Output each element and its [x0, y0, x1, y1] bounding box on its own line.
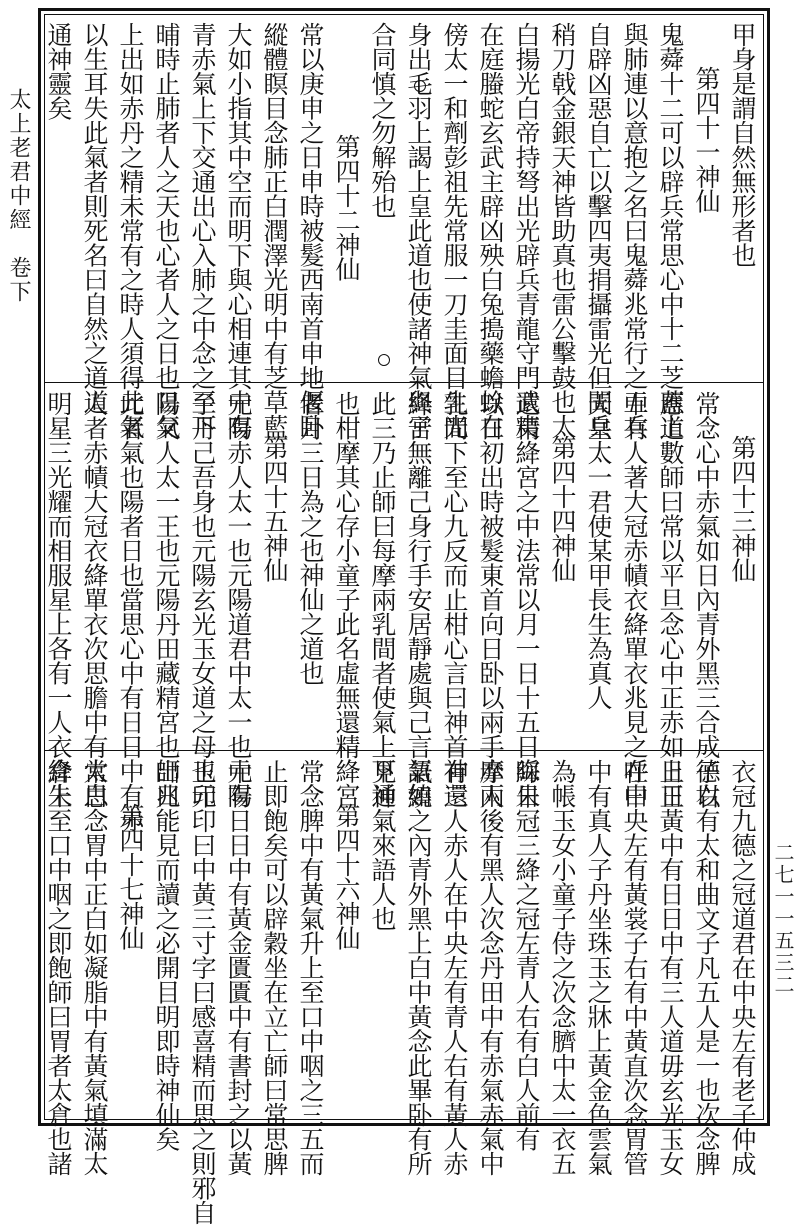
text-column: 在中央左有黃裳子右有中黃直次念胃管 [620, 759, 649, 1176]
text-column: 見神氣來語人也 [368, 759, 397, 931]
book-title-margin: 太上老君中經 卷下 [6, 88, 31, 304]
text-column: 人者赤幘大冠衣絳單衣次思膽中有太白 [80, 391, 109, 808]
text-column: 氣繞之內青外黑上白中黃念此畢卧有所 [404, 759, 433, 1176]
text-column: 玉印印曰中黃三寸字曰感喜精而思之則邪自 [188, 759, 217, 1225]
text-column: 也柑摩其心存小童子此名虛無還精絳宮 [332, 391, 361, 808]
circle-mark [414, 80, 426, 92]
section-heading: 第四十二神仙 [332, 134, 361, 281]
text-column: 與肺連以意抱之名曰鬼蕣兆常行之五兵 [620, 22, 649, 439]
text-column: 元陽赤人太一也元陽道君中太一也元陽 [224, 391, 253, 808]
text-column: 白揚光白帝持弩出光辟兵青龍守門武夷 [512, 22, 541, 439]
text-column: 應道數師曰常以平旦念心中正赤如日日 [656, 391, 685, 808]
text-column: 常以庚申之日申時被髮西南首申地偃卧 [296, 22, 325, 439]
text-column: 自辟凶惡自亡以擊四夷捐攝雷光但聞兵 [584, 22, 613, 439]
text-column: 身出毛羽上謁上皇此道也使諸神氣與子 [404, 22, 433, 439]
section-heading: 第四十五神仙 [260, 435, 289, 582]
section-heading: 第四十三神仙 [728, 435, 757, 582]
section-heading: 第四十六神仙 [332, 803, 361, 950]
text-column: 還精絳宮之中法常以月一日十五日晦日 [512, 391, 541, 808]
text-column: 綵朱冠三絳之冠左青人右有白人前有 [512, 759, 541, 1151]
text-column: 子右有太和曲文子凡五人是一也次念脾 [692, 759, 721, 1176]
text-column: 大如小指其中空而明下與心相連其中有 [224, 22, 253, 439]
text-column: 乳間下至心九反而止柑心言曰神首神還 [440, 391, 469, 808]
text-column: 稍刀戟金銀天神皆助真也雷公擊鼓也太 [548, 22, 577, 439]
text-column: 絳宮無離己身行手安居靜處與己言語如 [404, 391, 433, 808]
text-column: 赤人後有黑人次念丹田中有赤氣赤氣中 [476, 759, 505, 1176]
text-column: 中有人著大冠赤幘衣絳單衣兆見之呼曰 [620, 391, 649, 808]
text-column: 元者氣也陽者日也當思心中有日日中有赤 [116, 391, 145, 832]
text-column: 青赤氣上下交通出心入肺之中念之至下 [188, 22, 217, 439]
section-heading: 第四十七神仙 [116, 803, 145, 950]
text-column: 以生耳失此氣者則死名曰自然之道道 [80, 22, 109, 414]
text-column: 明星三光耀而相服星上各有一人衣絳朱 [44, 391, 73, 808]
bottom-register [44, 750, 764, 1225]
text-column: 通神靈矣 [44, 22, 73, 120]
page-number-margin: 二七一一五三二 [771, 842, 795, 996]
text-column: 倉上至口中咽之即飽師曰胃者太倉也諸 [44, 759, 73, 1176]
top-register [44, 14, 764, 439]
text-column: 以日初出時被髮東首向日卧以兩手摩兩 [476, 391, 505, 808]
text-column: 者月三日為之也神仙之道也 [296, 391, 325, 685]
circle-mark [378, 761, 390, 773]
text-column: 常念心中赤氣如日內青外黑三合成德以 [692, 391, 721, 808]
text-column: 天皇太一君使某甲長生為真人 [584, 391, 613, 710]
middle-register [44, 382, 764, 832]
text-column: 傍太一和劑彭祖先常服一刀圭面目生光 [440, 22, 469, 439]
text-column: 甲身是謂自然無形者也 [728, 22, 757, 267]
text-column: 常念脾中有黃氣升上至口中咽之三五而 [296, 759, 325, 1176]
text-column: 此三乃止師曰每摩兩乳間者使氣上下通 [368, 391, 397, 808]
text-column: 縱體瞑目念肺正白潤澤光明中有芝草藍 [260, 22, 289, 439]
text-column: 中有真人子丹坐珠玉之牀上黃金色雲氣 [584, 759, 613, 1176]
section-heading: 第四十四神仙 [548, 435, 577, 582]
text-column: 鬼蕣十二可以辟兵常思心中十二芝蓋上 [656, 22, 685, 439]
circle-mark [378, 354, 390, 366]
text-column: 衣冠九德之冠道君在中央左有老子仲成 [728, 759, 757, 1176]
text-column: 陽父人太一王也元陽丹田藏精宮也師曰 [152, 391, 181, 808]
text-column: 中有日日中有黃金匱匱中有書封之以黃 [224, 759, 253, 1176]
text-column: 常思念胃中正白如凝脂中有黃氣填滿太 [80, 759, 109, 1176]
text-column: 子丹己吾身也元陽玄光玉女道之母也元 [188, 391, 217, 808]
text-column: 晡時止肺者人之天也心者人之日也日氣 [152, 22, 181, 439]
text-column: 上正黃中有日日中有三人道毋玄光玉女 [656, 759, 685, 1176]
text-column: 合同慎之勿解殆也 [368, 22, 397, 218]
text-column: 在庭螣蛇玄武主辟凶殃白兔搗藥蟾蜍在 [476, 22, 505, 439]
text-column: 出兆能見而讀之必開目明即時神仙矣 [152, 759, 181, 1151]
section-heading: 第四十一神仙 [692, 66, 721, 213]
text-column: 為帳玉女小童子侍之次念臍中太一衣五 [548, 759, 577, 1176]
text-column: 上出如赤丹之精未常有之時人須得此氣 [116, 22, 145, 439]
text-column: 有三人赤人在中央左有青人右有黃人赤 [440, 759, 469, 1176]
text-column: 止即飽矣可以辟穀坐在立亡師曰常思脾 [260, 759, 289, 1176]
